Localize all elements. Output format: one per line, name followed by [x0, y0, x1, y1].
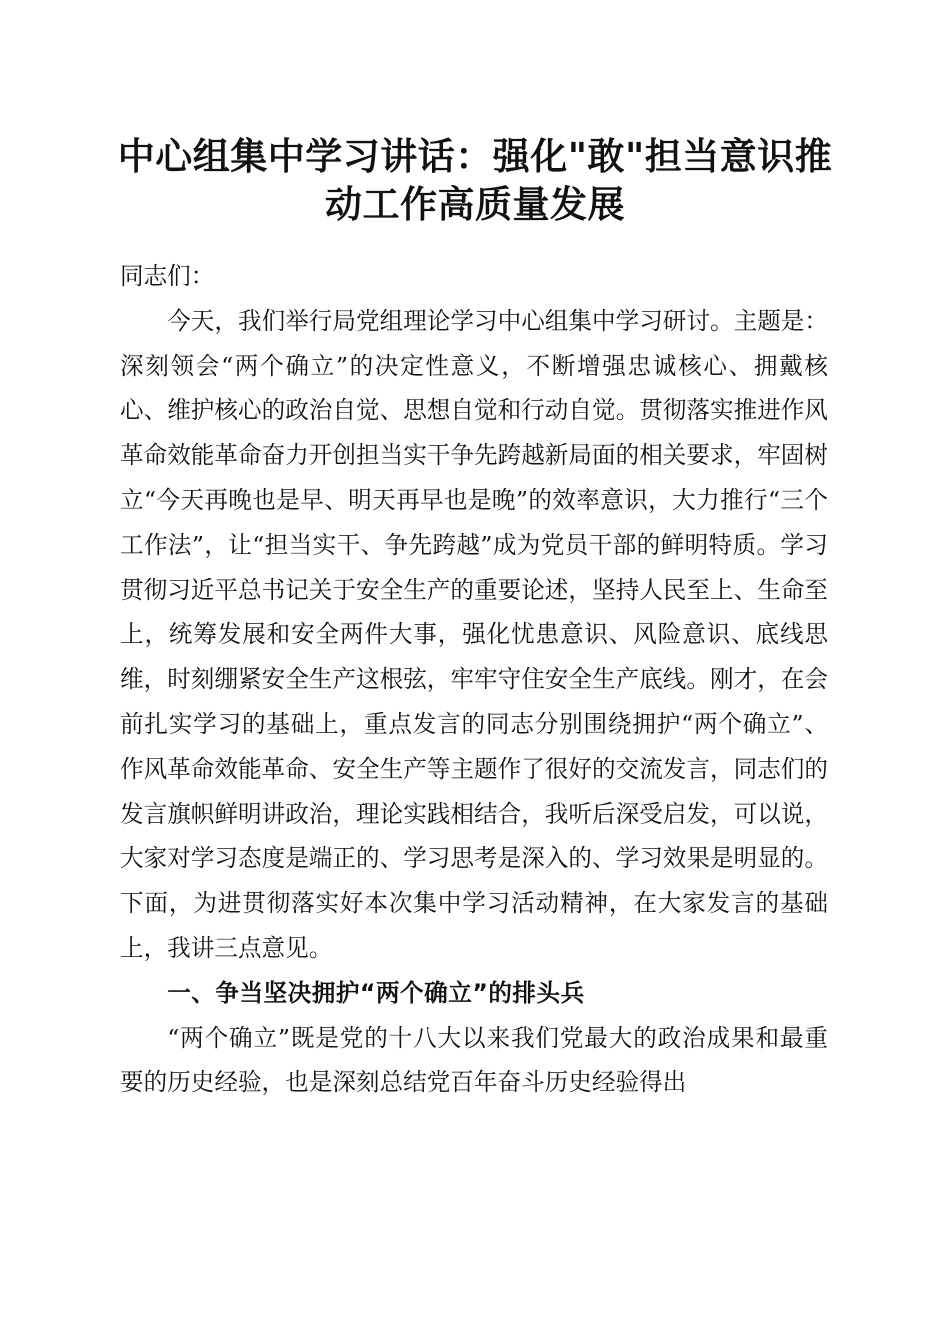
section-heading: 一、争当坚决拥护“两个确立”的排头兵 [167, 978, 585, 1007]
opening-paragraph: 今天，我们举行局党组理论学习中心组集中学习研讨。主题是：深刻领会“两个确立”的决定性意义，不断增强忠诚核心、拥戴核心、维护核心的政治自觉、思想自觉和行动自觉。贯彻落实推进作风革命效能革命奋力开创担当实干争先跨越新局面的相关要求，牢固树立“今天再晚也是早、明天再早也是晚”的效率意识，大力推行“三个工作法”，让“担当实干、争先跨越”成为党员干部的鲜明特质。学习贯彻习近平总书记关于安全生产的重要论述，坚持人民至上、生命至上，统筹发展和安全两件大事，强化忧患意识、风险意识、底线思维，时刻绷紧安全生产这根弦，牢牢守住安全生产底线。刚才，在会前扎实学习的基础上，重点发言的同志分别围绕拥护“两个确立”、作风革命效能革命、安全生产等主题作了很好的交流发言，同志们的发言旗帜鲜明讲政治，理论实践相结合，我听后深受启发，可以说，大家对学习态度是端正的、学习思考是深入的、学习效果是明显的。下面，为进贯彻落实好本次集中学习活动精神，在大家发言的基础上，我讲三点意见。 [120, 306, 828, 962]
document-body [120, 254, 828, 1105]
salutation: 同志们： [120, 262, 215, 290]
document-title [100, 132, 850, 228]
title-line-1: 中心组集中学习讲话：强化"敢"担当意识推 [117, 134, 833, 178]
section-paragraph: “两个确立”既是党的十八大以来我们党最大的政治成果和最重要的历史经验，也是深刻总结党百年奋斗历史经验得出 [120, 1023, 828, 1097]
title-line-2: 动工作高质量发展 [325, 182, 625, 226]
